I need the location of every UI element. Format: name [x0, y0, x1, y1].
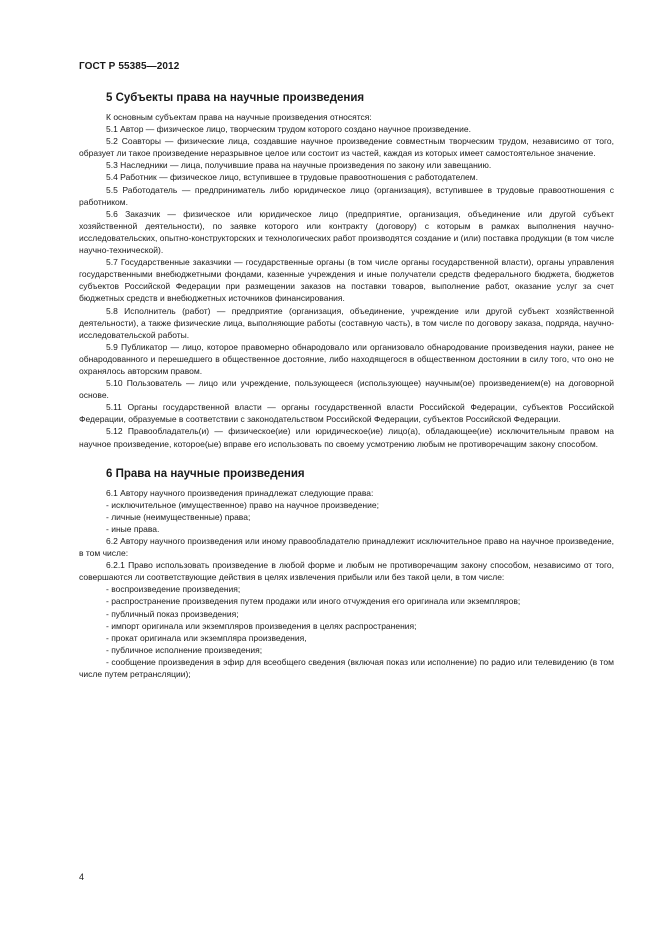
paragraph: 5.2 Соавторы — физические лица, создавшие научное произведение совместным творческим трудом, независимо от того, образует ли такое произведение неразрывное целое или состоит из частей, каждая из которых имеет самостоятельное значение.: [79, 136, 614, 159]
paragraph: 6.2 Автору научного произведения или иному правообладателю принадлежит исключительное право на научное произведение, в том числе:: [79, 536, 614, 559]
paragraph: 5.5 Работодатель — предприниматель либо юридическое лицо (организация), вступившее в трудовые правоотношения с работником.: [79, 184, 614, 207]
list-item: - публичный показ произведения;: [106, 608, 239, 619]
list-item: - публичное исполнение произведения;: [106, 644, 263, 655]
paragraph: К основным субъектам права на научные произведения относятся:: [106, 112, 372, 122]
section-5-title: 5 Субъекты права на научные произведения: [106, 92, 365, 104]
paragraph: 6.2.1 Право использовать произведение в любой форме и любым не противоречащим закону способом, независимо от того, совершаются ли соответствующие действия в целях извлечения прибыли или без такой цели, в том числе:: [79, 560, 614, 583]
document-header: ГОСТ Р 55385—2012: [79, 61, 180, 72]
list-item: - иные права.: [106, 523, 160, 534]
paragraph: 5.6 Заказчик — физическое или юридическое лицо (предприятие, организация, объединение или другой субъект хозяйственной деятельности), по заявке которого или контракту (договору) с которым в рамках выполнения научно-исследовательских, опытно-конструкторских и технологических работ производятся создание и (или) поставка продукции (в том числе научно-технической).: [79, 208, 614, 256]
paragraph: 5.8 Исполнитель (работ) — предприятие (организация, объединение, учреждение или другой субъект хозяйственной деятельности), а также физические лица, выполняющие работы (составную часть), в том числе по договору заказа, подряда, научно-исследовательской работы.: [79, 305, 614, 340]
list-item: - импорт оригинала или экземпляров произведения в целях распространения;: [106, 620, 417, 631]
paragraph: 5.12 Правообладатель(и) — физическое(ие) или юридическое(ие) лицо(а), обладающее(ие) исключительным правом на научное произведение, которое(ые) вправе его использовать по своему усмотрению любым не противоречащим закону способом.: [79, 426, 614, 449]
paragraph: 5.11 Органы государственной власти — органы государственной власти Российской Федерации, субъектов Российской Федерации, образуемые в соответствии с законодательством Российской Федерации, субъектов Российской Федерации.: [79, 402, 614, 425]
document-body: [79, 91, 614, 680]
list-item: - исключительное (имущественное) право на научное произведение;: [106, 499, 379, 510]
paragraph: 6.1 Автору научного произведения принадлежат следующие права:: [106, 487, 374, 498]
paragraph: 5.4 Работник — физическое лицо, вступившее в трудовые правоотношения с работодателем.: [106, 172, 478, 183]
list-item: - сообщение произведения в эфир для всеобщего сведения (включая показ или исполнение) по радио или телевидению (в том числе путем ретрансляции);: [79, 656, 614, 680]
list-item: - воспроизведение произведения;: [106, 584, 241, 595]
page-number: 4: [79, 872, 85, 882]
paragraph: 5.1 Автор — физическое лицо, творческим трудом которого создано научное произведение.: [106, 124, 471, 135]
list-item: - распространение произведения путем продажи или иного отчуждения его оригинала или экземпляров;: [106, 596, 521, 607]
paragraph: 5.3 Наследники — лица, получившие права на научные произведения по закону или завещанию.: [106, 160, 492, 171]
paragraph: 5.9 Публикатор — лицо, которое правомерно обнародовало или организовало обнародование произведения науки, ранее не обнародованного и перешедшего в общественное достояние, либо находящегося в общественном достоянии в силу того, что оно не охранялось авторским правом.: [79, 341, 614, 376]
list-item: - личные (неимущественные) права;: [106, 511, 251, 522]
list-item: - прокат оригинала или экземпляра произведения,: [106, 632, 307, 643]
section-6-title: 6 Права на научные произведения: [106, 467, 305, 480]
paragraph: 5.10 Пользователь — лицо или учреждение, пользующееся (использующее) научным(ое) произведением(е) на договорной основе.: [79, 378, 614, 401]
paragraph: 5.7 Государственные заказчики — государственные органы (в том числе органы государственной власти), органы управления государственными внебюджетными фондами, казенные учреждения и иные получатели средств федерального бюджета, бюджетов субъектов Российской Федерации при размещении заказов на поставки товаров, выполнение работ, оказание услуг за счет бюджетных средств и внебюджетных источников финансирования.: [79, 257, 614, 304]
